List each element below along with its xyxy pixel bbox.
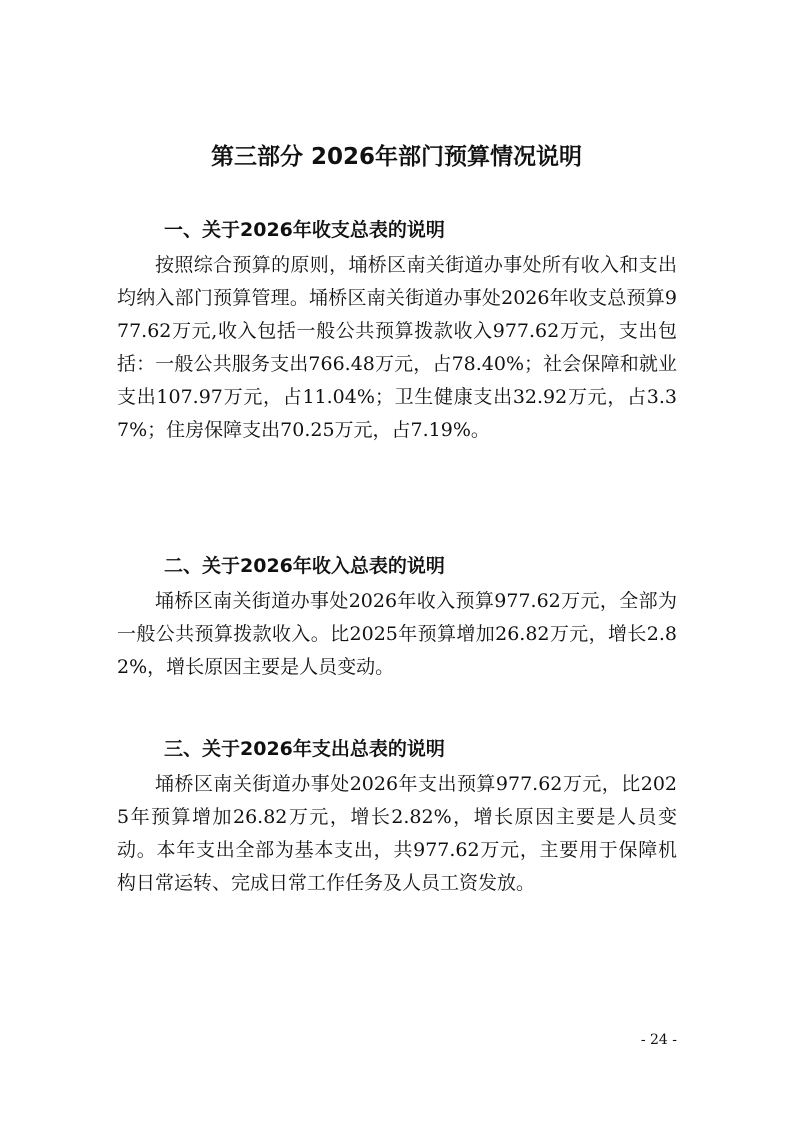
section-paragraph: 埇桥区南关街道办事处2026年支出预算977.62万元，比2025年预算增加26.82万元，增长2.82%，增长原因主要是人员变动。本年支出全部为基本支出，共977.62万元，主要用于保障机构日常运转、完成日常工作任务及人员工资发放。 (117, 773, 677, 894)
section-expenditure-summary (117, 734, 677, 900)
section-paragraph: 按照综合预算的原则，埇桥区南关街道办事处所有收入和支出均纳入部门预算管理。埇桥区南关街道办事处2026年收支总预算977.62万元,收入包括一般公共预算拨款收入977.62万元，支出包括：一般公共服务支出766.48万元，占78.40%；社会保障和就业支出107.97万元，占11.04%；卫生健康支出32.92万元，占3.37%；住房保障支出70.25万元，占7.19%。 (117, 254, 677, 441)
section-heading: 一、关于2026年收支总表的说明 (164, 219, 445, 241)
section-heading: 二、关于2026年收入总表的说明 (164, 555, 445, 577)
page-number: - 24 - (640, 1032, 677, 1048)
page-title: 第三部分 2026年部门预算情况说明 (210, 144, 583, 170)
section-paragraph: 埇桥区南关街道办事处2026年收入预算977.62万元，全部为一般公共预算拨款收入。比2025年预算增加26.82万元，增长2.82%，增长原因主要是人员变动。 (117, 590, 677, 678)
section-revenue-expenditure-summary (117, 215, 677, 447)
section-revenue-summary (117, 551, 677, 684)
section-heading: 三、关于2026年支出总表的说明 (164, 738, 445, 760)
